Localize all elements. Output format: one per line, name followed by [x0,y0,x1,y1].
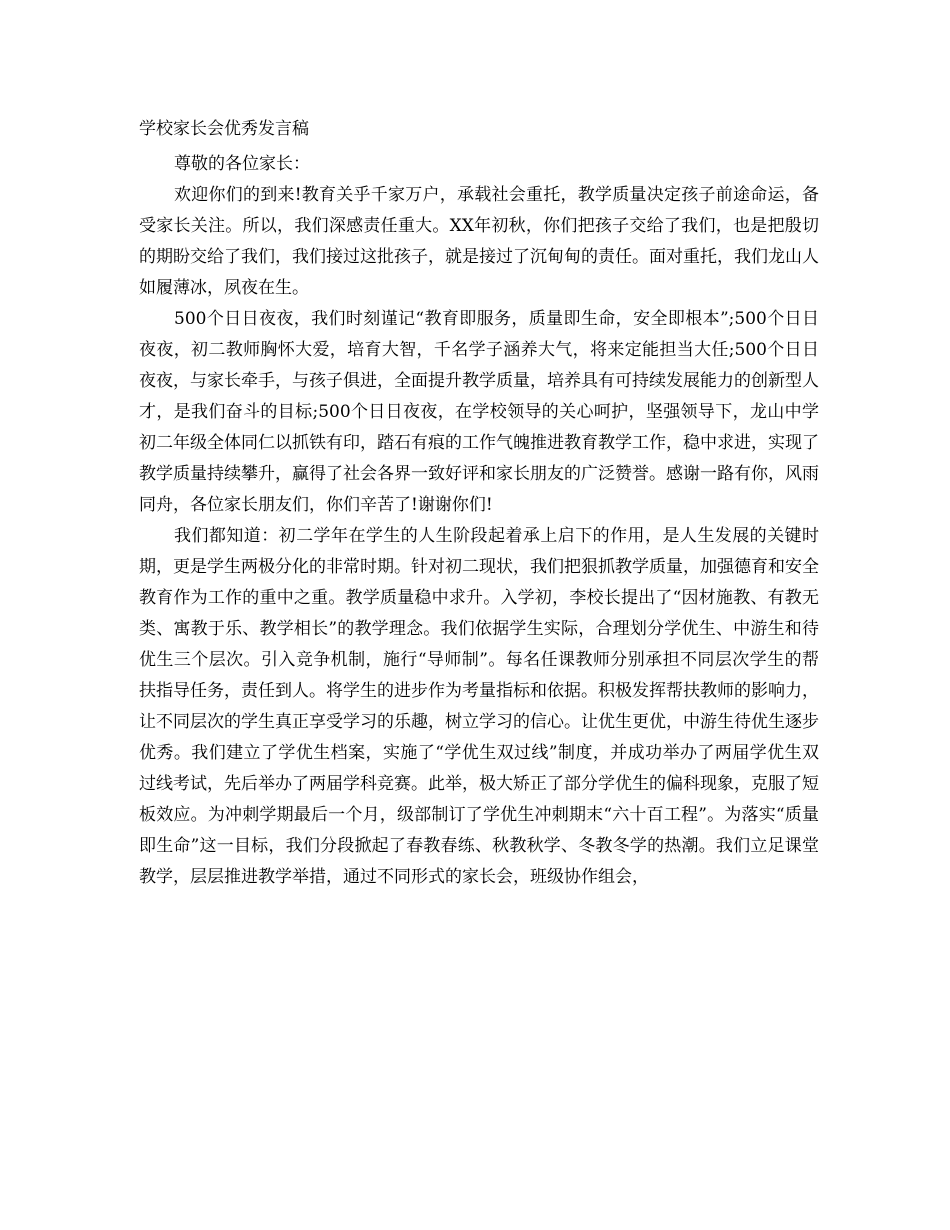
document-body [139,149,819,893]
document-title: 学校家长会优秀发言稿 [139,119,309,139]
five-hundred-days-paragraph: 500个日日夜夜，我们时刻谨记“教育即服务，质量即生命，安全即根本”;500个日日夜夜，初二教师胸怀大爱，培育大智，千名学子涵养大气，将来定能担当大任;500个日日夜夜，与家长牵手，与孩子俱进，全面提升教学质量，培养具有可持续发展能力的创新型人才，是我们奋斗的目标;500个日日夜夜，在学校领导的关心呵护，坚强领导下，龙山中学初二年级全体同仁以抓铁有印，踏石有痕的工作气魄推进教育教学工作，稳中求进，实现了教学质量持续攀升，赢得了社会各界一致好评和家长朋友的广泛赞誉。感谢一路有你，风雨同舟，各位家长朋友们，你们辛苦了!谢谢你们! [139,309,819,515]
welcome-paragraph: 欢迎你们的到来!教育关乎千家万户，承载社会重托，教学质量决定孩子前途命运，备受家长关注。所以，我们深感责任重大。XX年初秋，你们把孩子交给了我们，也是把殷切的期盼交给了我们，我们接过这批孩子，就是接过了沉甸甸的责任。面对重托，我们龙山人如履薄冰，夙夜在生。 [139,185,819,298]
salutation-paragraph: 尊敬的各位家长： [174,154,310,174]
teaching-quality-paragraph: 我们都知道：初二学年在学生的人生阶段起着承上启下的作用，是人生发展的关键时期，更是学生两极分化的非常时期。针对初二现状，我们把狠抓教学质量，加强德育和安全教育作为工作的重中之重。教学质量稳中求升。入学初，李校长提出了“因材施教、有教无类、寓教于乐、教学相长”的教学理念。我们依据学生实际，合理划分学优生、中游生和待优生三个层次。引入竞争机制，施行“导师制”。每名任课教师分别承担不同层次学生的帮扶指导任务，责任到人。将学生的进步作为考量指标和依据。积极发挥帮扶教师的影响力，让不同层次的学生真正享受学习的乐趣，树立学习的信心。让优生更优，中游生待优生逐步优秀。我们建立了学优生档案，实施了“学优生双过线”制度，并成功举办了两届学优生双过线考试，先后举办了两届学科竞赛。此举，极大矫正了部分学优生的偏科现象，克服了短板效应。为冲刺学期最后一个月，级部制订了学优生冲刺期末“六十百工程”。为落实“质量即生命”这一目标，我们分段掀起了春教春练、秋教秋学、冬教冬学的热潮。我们立足课堂教学，层层推进教学举措，通过不同形式的家长会，班级协作组会， [139,526,819,887]
